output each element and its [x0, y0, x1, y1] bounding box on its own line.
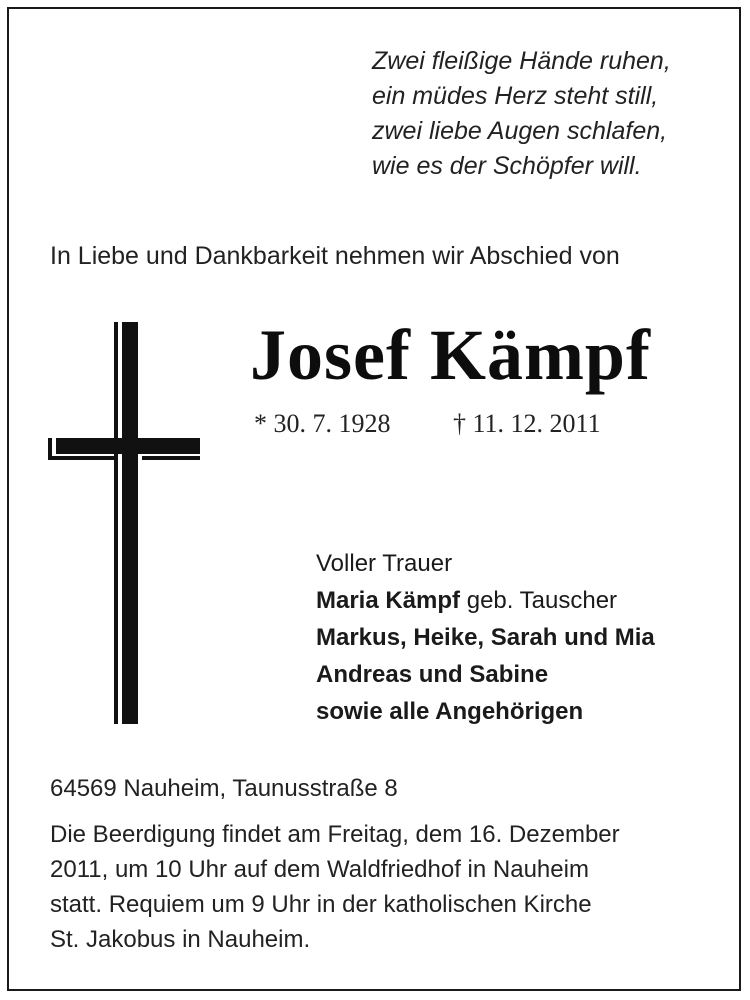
mourners-block [316, 545, 736, 730]
birth-date: * 30. 7. 1928 [254, 409, 391, 438]
cross-icon [48, 322, 204, 724]
funeral-line: St. Jakobus in Nauheim. [50, 926, 311, 953]
funeral-line: Die Beerdigung findet am Freitag, dem 16. Dezember [50, 821, 620, 848]
funeral-line: statt. Requiem um 9 Uhr in der katholischen Kirche [50, 891, 592, 918]
poem-line: ein müdes Herz steht still, [372, 82, 659, 110]
mourner-line: sowie alle Angehörigen [316, 698, 584, 725]
poem-line: wie es der Schöpfer will. [372, 152, 642, 180]
poem [372, 44, 732, 184]
poem-line: Zwei fleißige Hände ruhen, [372, 47, 671, 75]
life-dates [254, 408, 601, 440]
family-address: 64569 Nauheim, Taunusstraße 8 [50, 775, 398, 802]
mourner-line [316, 582, 736, 619]
mourner-name: Maria Kämpf [316, 587, 461, 614]
mourners-heading: Voller Trauer [316, 550, 453, 577]
funeral-details [50, 817, 710, 957]
mourner-line: Markus, Heike, Sarah und Mia [316, 624, 655, 651]
death-date: † 11. 12. 2011 [453, 409, 601, 438]
deceased-name: Josef Kämpf [250, 315, 651, 395]
poem-line: zwei liebe Augen schlafen, [372, 117, 668, 145]
mourner-line: Andreas und Sabine [316, 661, 549, 688]
funeral-line: 2011, um 10 Uhr auf dem Waldfriedhof in Nauheim [50, 856, 589, 883]
maiden-name: geb. Tauscher [460, 587, 618, 614]
farewell-intro: In Liebe und Dankbarkeit nehmen wir Abschied von [50, 242, 620, 270]
